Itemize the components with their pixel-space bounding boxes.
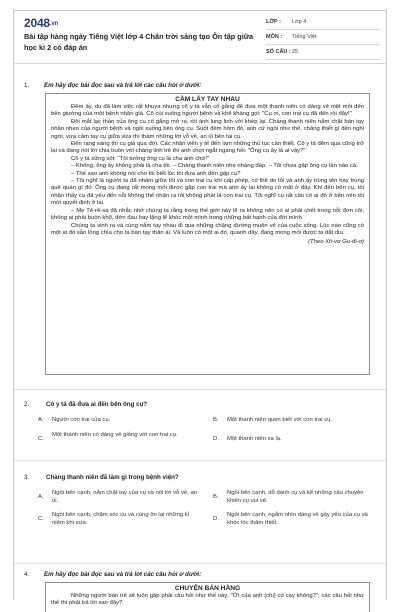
question-3-prompt: 3. Chàng thanh niên đã làm gì trong bệnh viện? — [24, 474, 179, 481]
passage-paragraph: – Không, ông ấy không phải là cha tôi. – Chàng thanh niên nhẹ nhàng đáp. – Tôi chưa gặp ông cụ lần nào cả. — [71, 163, 358, 170]
passage-paragraph: Những người bán trẻ sẽ luôn gặp phải câu hỏi như thế này: "Ớt của anh (chị) có cay không?"; các câu hỏi như thế thì phải trả lời sao đây? — [51, 593, 364, 607]
question-3-option-b[interactable]: B. Ngồi bên cạnh, dỗ dành cụ và kể những câu chuyện khiến cụ vui vẻ. — [213, 490, 364, 504]
question-2-option-d[interactable]: D. Một thanh niên xa lạ. — [213, 436, 282, 442]
passage-4-title: CHUYỆN BÁN HÀNG — [174, 585, 241, 592]
divider — [14, 563, 386, 564]
question-1-prompt: 1. Em hãy đọc bài đọc sau và trả lời các câu hỏi ở dưới: — [24, 82, 202, 89]
passage-paragraph: Đến rạng sáng thì cụ già qua đời. Các nhân viên y tế đến làm những thủ tục cần thiết. Cô y tá đêm qua cũng trở lại và đang nói lời chia buồn với chàng linh trẻ thì anh chợt ngắt ngang hỏi: "Ông cụ ấy là ai vậy?" — [51, 141, 364, 155]
passage-paragraph: – Thế sao anh không nói cho tôi biết lúc tôi đưa anh đến gặp cụ? — [71, 170, 241, 177]
question-3-option-c[interactable]: C. Ngồi bên cạnh, chăm sóc cụ và cùng ôn lại những kỉ niệm khi xưa. — [38, 512, 189, 526]
question-2-option-b[interactable]: B. Một thanh niên quen biết với con trai cụ. — [213, 417, 333, 423]
question-4-prompt: 4. Em hãy đọc bài đọc sau và trả lời các câu hỏi ở dưới: — [24, 571, 202, 578]
question-2-prompt: 2. Cô y tá đã đưa ai đến bên ông cụ? — [24, 401, 148, 408]
reading-passage-1 — [45, 93, 370, 375]
question-3-option-d[interactable]: D. Ngồi bên cạnh, ngắm nhìn dáng vẻ gầy yếu của cụ và khóc lóc thảm thiết. — [213, 512, 368, 526]
reading-passage-4 — [45, 582, 370, 612]
worksheet-header — [14, 11, 386, 64]
divider — [14, 460, 386, 461]
passage-paragraph: Chúng ta sinh ra và cùng nắm tay nhau đi qua những chặng đường muôn vẻ của cuộc sống. Lúc nào cũng có một ai đó sẵn lòng chìa cho ta bàn tay thân ái. Và luôn có một ai đó, quanh đây, đang mong mỏi được ta dắt dìu. — [51, 222, 364, 236]
question-2-option-c[interactable]: C. Một thanh niên có dáng vẻ giống với con trai cụ. — [38, 432, 178, 442]
worksheet-page — [13, 10, 387, 607]
passage-paragraph: Đêm ấy, du đã làm việc rất khuya nhưng cô y tá vẫn cố gắng để đưa một thanh niên có dáng vẻ mệt mỏi đến bên giường của một bệnh nhân già. Cô cúi xuống người bệnh và khẽ khàng gọi: "Cụ ơi, con trai cụ đã đến rồi đây!" — [51, 104, 364, 118]
question-3-option-a[interactable]: A. Ngồi bên cạnh, nắm chặt tay của cụ và nói lời vỗ về, an ủi. — [38, 490, 197, 504]
worksheet-title: Bài tập hàng ngày Tiếng Việt lớp 4 Chân trời sáng tạo Ôn tập giữa học kì 2 có đáp án — [24, 32, 254, 52]
worksheet-meta — [266, 15, 380, 60]
passage-paragraph: – Mẹ Tê-rê-sa đã nhắc nhở chúng ta rằng trong thế giới này lẽ ra không nên có ai phải chết trong nỗi đơn côi, không ai phải buồn khổ, đớn đau hay lặng lẽ khóc một mình trong những bất hạnh của đời mình. — [51, 207, 364, 222]
meta-row-count: SỐ CÂU : 25 — [266, 45, 380, 60]
divider — [14, 389, 386, 390]
site-logo[interactable]: 2048.vn — [24, 16, 58, 30]
meta-row-grade: LỚP : Lớp 4 — [266, 15, 380, 30]
meta-row-subject: MÔN : Tiếng Việt — [266, 30, 380, 45]
question-2-option-a[interactable]: A. Người con trai của cụ. — [38, 417, 111, 423]
passage-paragraph: Cô y tá sững sốt: "Tôi tưởng ông cụ là cha anh chứ!" — [71, 155, 210, 162]
passage-1-title: CẦM LẤY TAY NHAU — [175, 96, 240, 103]
passage-paragraph: Đôi mắt lạc thần của ông cụ cố gắng mở ra, rồi ánh lung linh với khép lại. Chàng thanh niên nắm chặt bàn tay nhăn nheo của người bệnh và ngồi xuống bên ông cụ. Suốt đêm hôm đó, anh cứ ngồi như thế, chăng thiết gì đến nghỉ ngơi, vừa cầm tay cụ giữa vừa thì thầm những lời vỗ về, an ủi bên tai cụ. — [51, 118, 364, 140]
passage-1-credit: (Theo Xti-vơ Gu-đi-ơ) — [308, 239, 364, 246]
passage-paragraph: – Tôi nghĩ là người ta đã nhầm giữa tôi và con trai cụ khi cấp phép, có thể do tôi và anh ấy trùng tên hay trùng quê quán gì đó. Ông cụ đang rất mong mỏi được gặp con trai mà anh ấy lại không có mặt ở đây. Khi đến bên cụ, tôi nhận thấy cụ đã yếu đến nỗi không thể nhận ra tôi không phải là con trai cụ. Tôi nghĩ cụ rất cần có ai đó ở bên nên tôi mới quyết định ở lại. — [51, 178, 364, 207]
